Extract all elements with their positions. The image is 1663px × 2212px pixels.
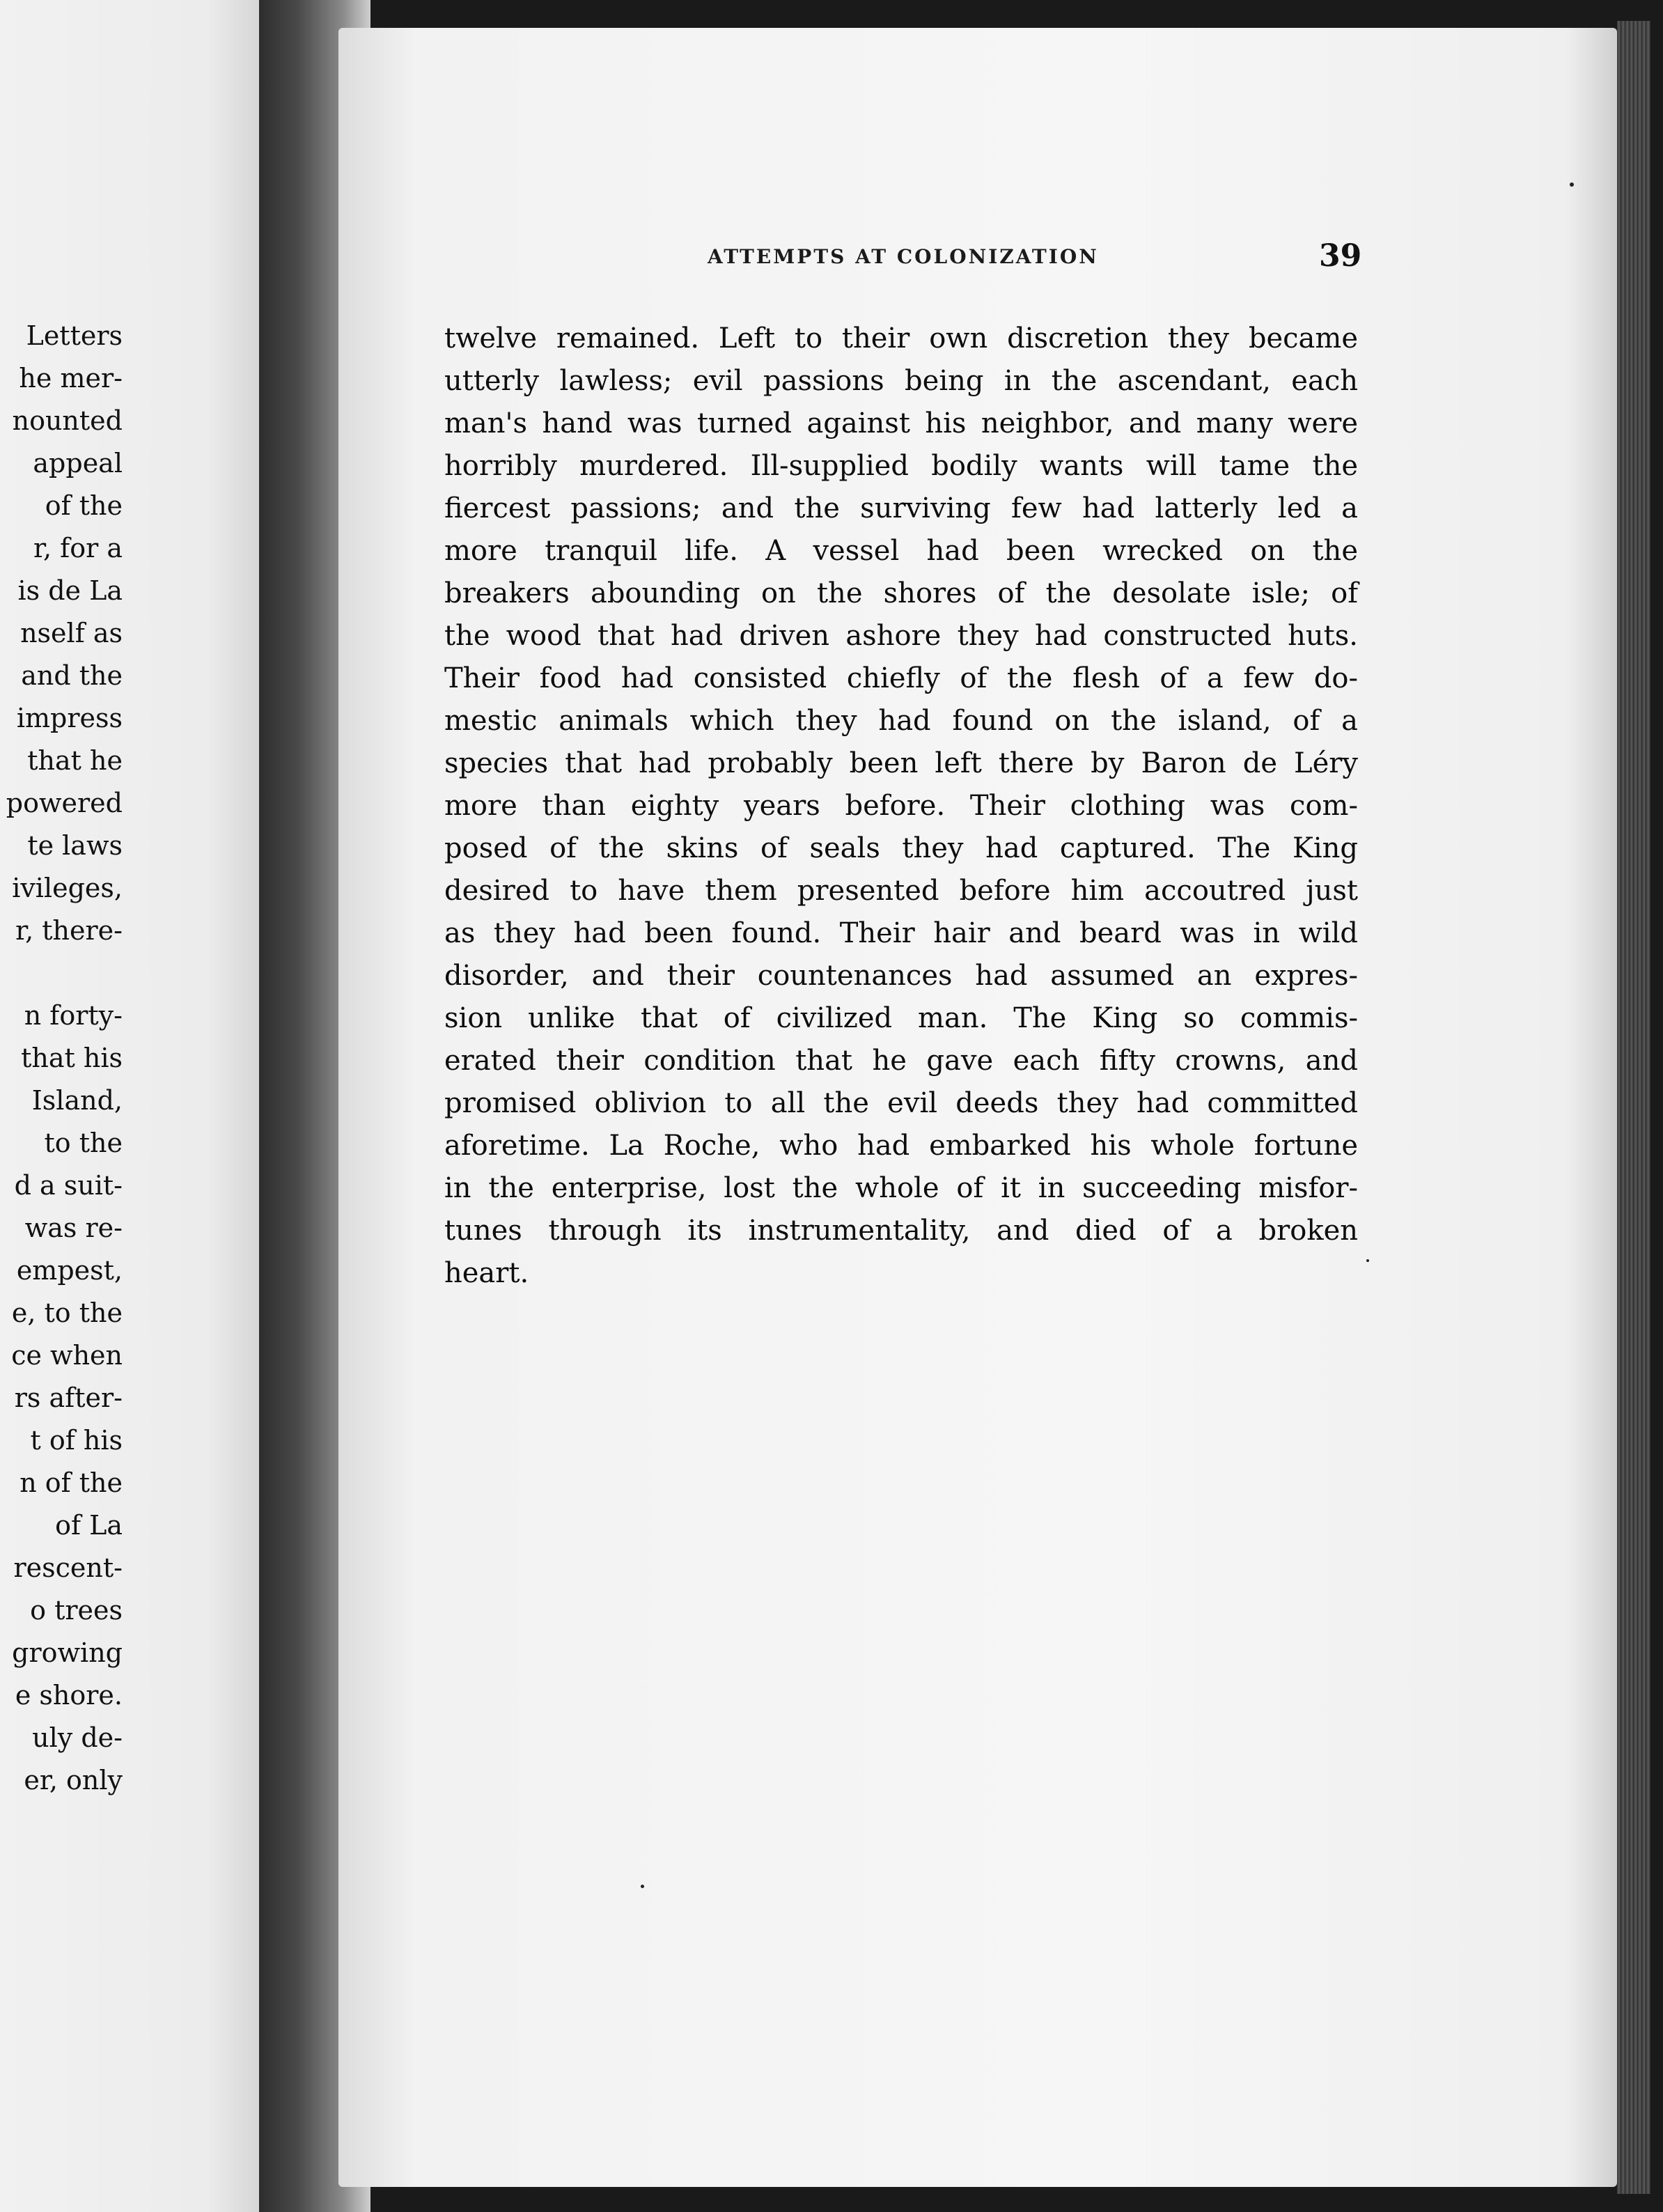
text-line: horribly murdered. Ill-supplied bodily wants will tame the — [444, 450, 1358, 482]
text-line: utterly lawless; evil passions being in the ascendant, each — [444, 365, 1358, 397]
facing-text-line: was re- — [24, 1213, 123, 1243]
facing-text-line: is de La — [17, 575, 123, 606]
facing-text-line: o trees — [30, 1595, 123, 1626]
facing-text-line: Island, — [31, 1085, 123, 1116]
facing-text-line: uly de- — [32, 1722, 123, 1753]
facing-text-line: e shore. — [15, 1680, 123, 1711]
text-line: disorder, and their countenances had assumed an expres- — [444, 960, 1358, 992]
facing-text-line: r, for a — [33, 533, 123, 563]
running-head: ATTEMPTS AT COLONIZATION — [708, 245, 1099, 268]
text-line: breakers abounding on the shores of the desolate isle; of — [444, 577, 1358, 609]
text-line: man's hand was turned against his neighbor, and many were — [444, 407, 1358, 439]
facing-text-line: that his — [21, 1043, 123, 1073]
text-line: heart. — [444, 1257, 529, 1289]
facing-page-left — [0, 0, 259, 2212]
facing-text-line: nounted — [12, 405, 123, 436]
scan-speck — [1366, 1259, 1369, 1262]
facing-text-line: t of his — [30, 1425, 123, 1456]
text-line: twelve remained. Left to their own discretion they became — [444, 322, 1358, 355]
facing-text-line: impress — [16, 703, 123, 733]
text-line: tunes through its instrumentality, and died of a broken — [444, 1215, 1358, 1247]
facing-text-line — [6, 952, 123, 995]
facing-text-line: er, only — [24, 1765, 123, 1796]
facing-text-line: he mer- — [19, 363, 123, 394]
text-line: aforetime. La Roche, who had embarked his whole fortune — [444, 1130, 1358, 1162]
facing-text-line: nself as — [20, 618, 123, 648]
facing-text-line: n of the — [19, 1467, 123, 1498]
text-line: posed of the skins of seals they had captured. The King — [444, 832, 1358, 864]
facing-text-line: rs after- — [14, 1382, 123, 1413]
facing-text-line: of the — [45, 490, 123, 521]
text-line: desired to have them presented before him accoutred just — [444, 875, 1358, 907]
facing-text-line: ce when — [11, 1340, 123, 1371]
page-edges — [1617, 21, 1650, 2194]
scan-speck — [641, 1885, 644, 1888]
facing-text-line: powered — [6, 788, 123, 818]
facing-text-line: rescent- — [13, 1552, 123, 1583]
text-line: sion unlike that of civilized man. The King so commis- — [444, 1002, 1358, 1034]
text-line: promised oblivion to all the evil deeds they had committed — [444, 1087, 1358, 1119]
facing-text-line: and the — [21, 660, 123, 691]
text-line: fiercest passions; and the surviving few had latterly led a — [444, 492, 1358, 524]
facing-text-line: appeal — [33, 448, 123, 478]
facing-text-line: of La — [55, 1510, 123, 1541]
text-line: more tranquil life. A vessel had been wrecked on the — [444, 535, 1358, 567]
text-line: species that had probably been left there by Baron de Léry — [444, 747, 1358, 779]
text-line: more than eighty years before. Their clothing was com- — [444, 790, 1358, 822]
facing-text-line: that he — [27, 745, 123, 776]
text-line: Their food had consisted chiefly of the flesh of a few do- — [444, 662, 1358, 694]
facing-text-line: growing — [12, 1637, 123, 1668]
facing-text-line: empest, — [16, 1255, 123, 1286]
facing-text-line: to the — [44, 1128, 123, 1158]
text-line: as they had been found. Their hair and beard was in wild — [444, 917, 1358, 949]
text-line: in the enterprise, lost the whole of it in succeeding misfor- — [444, 1172, 1358, 1204]
facing-text-line: r, there- — [15, 915, 123, 946]
facing-text-line: ivileges, — [12, 873, 123, 903]
facing-text-line: Letters — [26, 320, 123, 351]
scan-speck — [1570, 182, 1574, 187]
page-number: 39 — [1319, 238, 1362, 274]
facing-page-text — [6, 315, 123, 1802]
text-line: erated their condition that he gave each fifty crowns, and — [444, 1045, 1358, 1077]
text-line: mestic animals which they had found on the island, of a — [444, 705, 1358, 737]
facing-text-line: e, to the — [11, 1298, 123, 1328]
body-text — [444, 318, 1358, 1295]
facing-text-line: n forty- — [24, 1000, 123, 1031]
text-line: the wood that had driven ashore they had constructed huts. — [444, 620, 1358, 652]
facing-text-line: d a suit- — [14, 1170, 123, 1201]
facing-text-line: te laws — [27, 830, 123, 861]
